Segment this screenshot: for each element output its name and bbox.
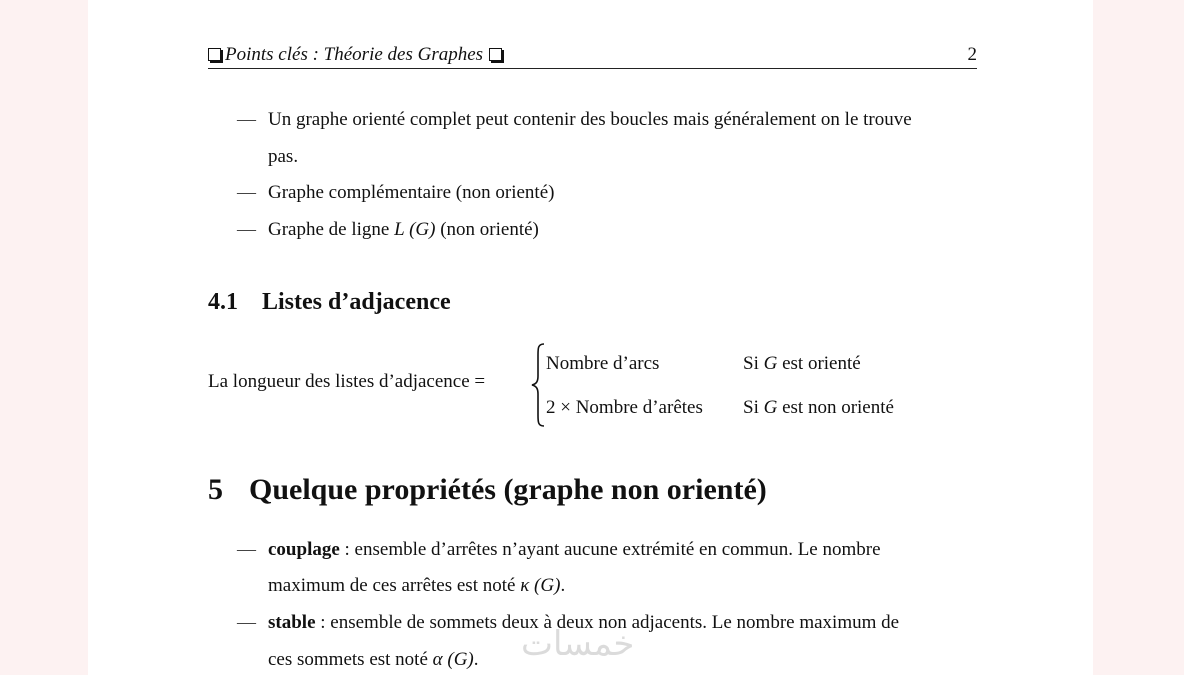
checkbox-icon [489,48,502,61]
curly-brace-icon [531,343,547,427]
section-number: 5 [208,473,223,506]
case-2-cond-post: est non orienté [777,397,894,418]
section-heading-4-1 [208,289,451,316]
formula-lhs: La longueur des listes d’adjacence = [208,371,486,392]
page-header [208,42,977,69]
case-1-cond-post: est orienté [777,353,861,374]
page-number: 2 [967,44,977,65]
checkbox-icon [208,48,221,61]
property-couplage-line1 [268,539,881,561]
property-stable-text2: ces sommets est noté [268,649,433,670]
case-1-cond-pre: Si [743,353,764,374]
document-page [88,0,1093,675]
case-2-cond-var: G [763,397,778,418]
case-2-cond-pre: Si [743,397,764,418]
term-stable: stable [268,612,316,633]
property-stable-line2 [268,649,479,671]
header-title-wrap [208,44,502,66]
section-heading-5 [208,473,767,507]
list-dash: — [237,182,256,203]
list-item-3-math: L (G) [394,219,436,240]
header-title: Points clés : Théorie des Graphes [225,44,484,65]
period: . [560,575,566,596]
property-stable-text: : ensemble de sommets deux à deux non adjacents. Le nombre maximum de [315,612,900,633]
math-alpha: α (G) [432,649,474,670]
case-2-condition [743,397,894,419]
section-title: Listes d’adjacence [262,289,451,315]
list-item-3 [268,219,539,241]
list-dash: — [237,219,256,240]
property-couplage-line2 [268,575,565,597]
list-dash: — [237,612,256,633]
case-1-condition [743,353,861,375]
list-item-3-suffix: (non orienté) [435,219,539,240]
math-kappa: κ (G) [520,575,561,596]
list-item-1-line2: pas. [268,146,299,167]
case-1-value: Nombre d’arcs [546,353,660,374]
list-item-2: Graphe complémentaire (non orienté) [268,182,555,203]
list-item-3-text: Graphe de ligne [268,219,395,240]
list-item-1-line1: Un graphe orienté complet peut contenir des boucles mais généralement on le trouve [268,109,912,130]
watermark: خمسات [521,624,635,664]
term-couplage: couplage [268,539,340,560]
case-2-value: 2 × Nombre d’arêtes [546,397,703,418]
property-couplage-text2: maximum de ces arrêtes est noté [268,575,521,596]
list-dash: — [237,109,256,130]
property-couplage-text: : ensemble d’arrêtes n’ayant aucune extrémité en commun. Le nombre [339,539,881,560]
section-title: Quelque propriétés (graphe non orienté) [249,473,767,506]
period: . [473,649,479,670]
list-dash: — [237,539,256,560]
case-1-cond-var: G [763,353,778,374]
section-number: 4.1 [208,289,238,315]
